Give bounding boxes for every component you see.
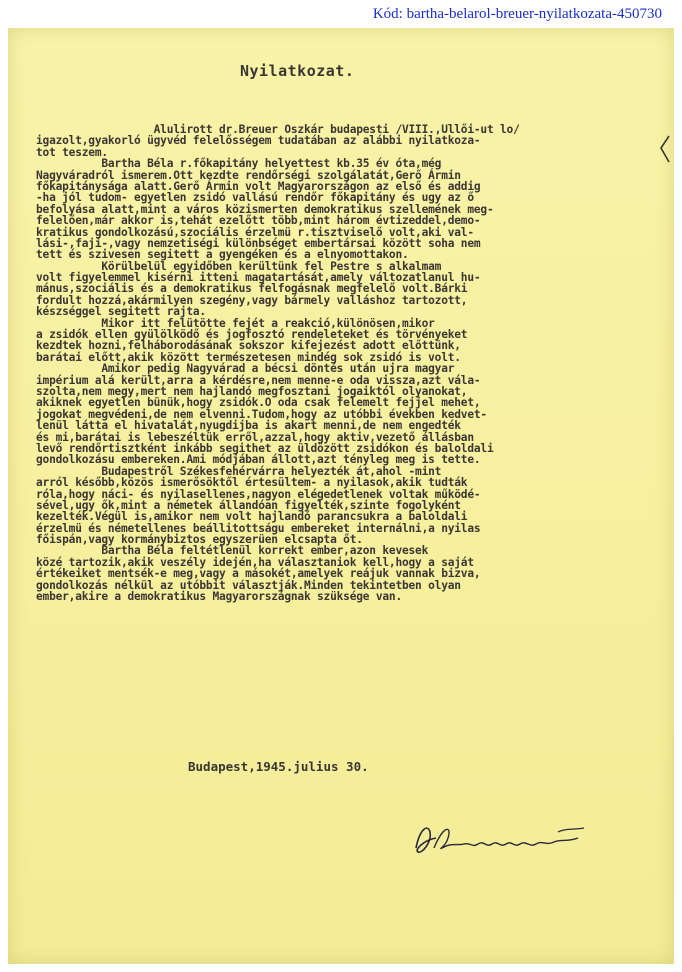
declaration-line: kratikus gondolkozású,szociális érzelmü r.tisztviselő volt,aki val-	[36, 225, 474, 239]
page-edge-mark	[658, 134, 672, 164]
declaration-line: igazolt,gyakorló ügyvéd felelősségem tudatában az alábbi nyilatkoza-	[36, 134, 481, 148]
document-date: Budapest,1945.julius 30.	[188, 759, 369, 774]
declaration-line: jogokat megvédeni,de nem elvenni.Tudom,hogy az utóbbi években kedvet-	[36, 407, 487, 421]
declaration-line: barátai előtt,akik között természetesen mindég sok zsidó is volt.	[36, 350, 461, 364]
declaration-line: Alulirott dr.Breuer Oszkár budapesti /VIII.,Ullői-ut lo/	[36, 123, 520, 136]
declaration-line: értékeiket mentsék-e meg,vagy a másokét,amelyek reájuk vannak bizva,	[36, 567, 481, 581]
declaration-line: tett és szivesen segitett a gyengéken és a elnyomottakon.	[36, 248, 409, 262]
declaration-line: kezdtek hozni,felháborodásának sokszor kifejezést adott előttünk,	[36, 339, 461, 353]
declaration-line: volt figyelemmel kisérni itteni magatartását,amely változatlanul hu-	[36, 271, 481, 285]
declaration-body	[36, 124, 672, 602]
declaration-line: lási-,faji-,vagy nemzetiségi különbséget embertársai között soha nem	[36, 236, 481, 250]
declaration-line: lenül látta el hivatalát,nyugdijba is akart menni,de nem engedték	[36, 419, 461, 433]
declaration-line: gondolkozásu embereken.Ami módjában állott,azt tényleg meg is tette.	[36, 453, 481, 467]
declaration-line: és mi,barátai is lebeszéltük erről,azzal,hogy aktiv,vezető állásban	[36, 430, 474, 444]
declaration-line: ember,akire a demokratikus Magyarországnak szüksége van.	[36, 590, 402, 604]
declaration-line: levő rendőrtisztként inkább segithet az üldözött zsidókon és baloldali	[36, 441, 494, 455]
declaration-line: arról később,közös ismerősöktől értesültem- a nyilasok,akik tudták	[36, 476, 468, 490]
declaration-line: kezelték.Végül is,amikor nem volt hajlandó parancsukra a baloldali	[36, 510, 468, 524]
declaration-line: főispán,vagy kormánybiztos egyszerüen elcsapta őt.	[36, 533, 363, 547]
typewritten-page	[8, 28, 674, 964]
declaration-line: Amikor pedig Nagyvárad a bécsi döntés után ujra magyar	[36, 362, 455, 376]
declaration-line: készséggel segitett rajta.	[36, 305, 206, 319]
declaration-line: szolta,nem megy,mert nem hajlandó megfosztani jogaiktól olyanokat,	[36, 384, 468, 398]
declaration-line: befolyása alatt,mint a város közismerten demokratikus szellemének meg-	[36, 202, 494, 216]
declaration-line: közé tartozik,akik veszély idején,ha választaniok kell,hogy a saját	[36, 555, 474, 569]
declaration-line: mánus,szociális és a demokratikus felfogásnak megfelelő volt.Bárki	[36, 282, 468, 296]
declaration-line: tot teszem.	[36, 145, 108, 159]
declaration-line: érzelmü és németellenes beállitottságu embereket internálni,a nyilas	[36, 521, 481, 535]
declaration-line: felelően,már akkor is,tehát ezelőtt több,mint három évtizeddel,demo-	[36, 214, 481, 228]
declaration-line: Körülbelül egyidőben kerültünk fel Pestre s alkalmam	[36, 259, 442, 273]
declaration-line: Nagyváradról ismerem.Ott kezdte rendőrségi szolgálatát,Gerő Ármin	[36, 168, 461, 182]
declaration-line: fordult hozzá,akármilyen szegény,vagy bármely valláshoz tartozott,	[36, 293, 468, 307]
document-code-label: Kód: bartha-belarol-breuer-nyilatkozata-450730	[372, 6, 662, 22]
document-title: Nyilatkozat.	[240, 62, 355, 80]
declaration-line: akiknek egyetlen bünük,hogy zsidók.O oda csak felemelt fejjel mehet,	[36, 396, 481, 410]
declaration-line: -ha jól tudom- egyetlen zsidó vallású rendőr főkapitány és ugy az ő	[36, 191, 474, 205]
handwritten-signature	[408, 818, 598, 864]
declaration-line: Mikor itt felütötte fejét a reakció,különösen,mikor	[36, 316, 435, 330]
declaration-line: sével,ugy ők,mint a németek állandóan figyelték,szinte fogolyként	[36, 498, 461, 512]
declaration-line: Bartha Béla r.főkapitány helyettest kb.35 év óta,még	[36, 157, 442, 171]
declaration-line: a zsidók ellen gyülölködő és jogfosztó rendeleteket és törvényeket	[36, 328, 468, 342]
declaration-line: impérium alá került,arra a kérdésre,nem menne-e oda vissza,azt vála-	[36, 373, 481, 387]
declaration-line: főkapitánysága alatt.Gerő Ármin volt Magyarországon az első és addig	[36, 179, 481, 193]
declaration-line: Bartha Béla feltétlenül korrekt ember,azon kevesek	[36, 544, 429, 558]
declaration-line: Budapestről Székesfehérvárra helyezték át,ahol -mint	[36, 464, 442, 478]
declaration-line: gondolkozás nélkül az utóbbit választják.Minden tekintetben olyan	[36, 578, 461, 592]
declaration-line: róla,hogy náci- és nyilasellenes,nagyon elégedetlenek voltak működé-	[36, 487, 481, 501]
